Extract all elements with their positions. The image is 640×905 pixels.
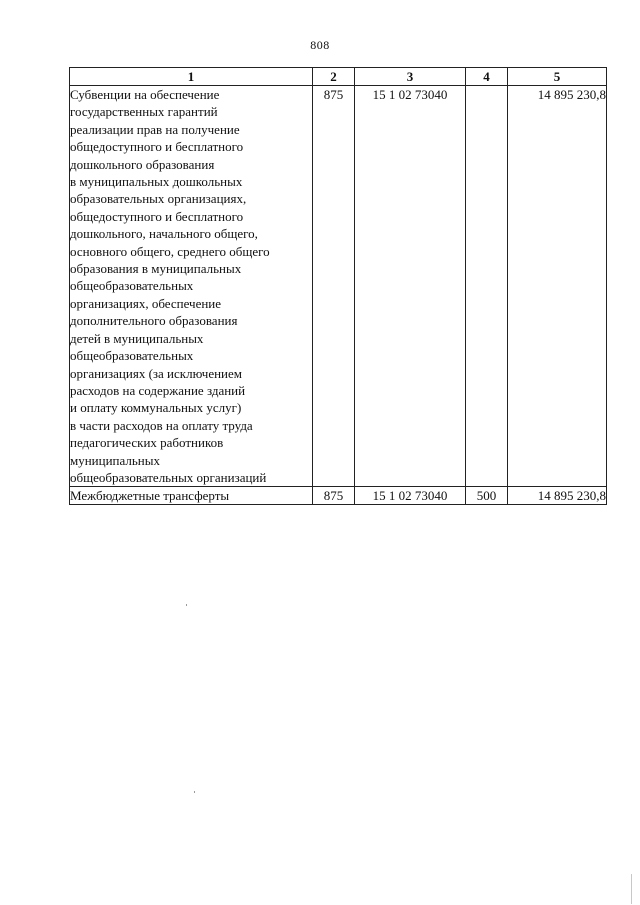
- name-line: общеобразовательных организаций: [70, 469, 267, 485]
- header-row: [70, 68, 607, 86]
- row-ved-cell: 875: [313, 487, 355, 505]
- table-row-subvention: [70, 86, 607, 487]
- row-csr-cell: 15 1 02 73040: [355, 487, 466, 505]
- name-line: основного общего, среднего общего: [70, 243, 270, 259]
- name-line: организациях, обеспечение: [70, 295, 222, 311]
- name-line: общедоступного и бесплатного: [70, 139, 244, 155]
- name-line: в муниципальных дошкольных: [70, 174, 243, 190]
- scan-mark: [631, 874, 632, 904]
- header-col-1: 1: [70, 68, 313, 86]
- name-line: дополнительного образования: [70, 313, 238, 329]
- header-col-3: 3: [355, 68, 466, 86]
- name-line: Субвенции на обеспечение: [70, 87, 220, 102]
- name-line: детей в муниципальных: [70, 330, 204, 346]
- row-vr-cell: 500: [466, 487, 508, 505]
- row-vr-cell: [466, 86, 508, 487]
- header-col-5: 5: [508, 68, 607, 86]
- name-line: реализации прав на получение: [70, 121, 240, 137]
- name-line: дошкольного образования: [70, 156, 215, 172]
- row-sum-cell: 14 895 230,8: [508, 487, 607, 505]
- name-line: общеобразовательных: [70, 348, 194, 364]
- name-line: педагогических работников: [70, 435, 224, 451]
- table-header: [70, 68, 607, 86]
- header-col-2: 2: [313, 68, 355, 86]
- table-row-transfers: [70, 487, 607, 505]
- row-sum-cell: 14 895 230,8: [508, 86, 607, 487]
- name-line: общедоступного и бесплатного: [70, 208, 244, 224]
- budget-table: [69, 67, 607, 505]
- row-csr-cell: 15 1 02 73040: [355, 86, 466, 487]
- name-line: образования в муниципальных: [70, 261, 242, 277]
- name-line: общеобразовательных: [70, 278, 194, 294]
- name-line: организациях (за исключением: [70, 365, 243, 381]
- name-line: расходов на содержание зданий: [70, 382, 246, 398]
- row-name-cell: Межбюджетные трансферты: [70, 487, 313, 505]
- row-name-cell: [70, 86, 313, 487]
- name-line: образовательных организациях,: [70, 191, 247, 207]
- name-line: и оплату коммунальных услуг): [70, 400, 242, 416]
- row-ved-cell: 875: [313, 86, 355, 487]
- page-number: 808: [310, 38, 330, 52]
- name-line: в части расходов на оплату труда: [70, 417, 253, 433]
- header-col-4: 4: [466, 68, 508, 86]
- scan-mark: [186, 604, 187, 606]
- name-line: государственных гарантий: [70, 104, 218, 120]
- name-line: муниципальных: [70, 452, 161, 468]
- scan-mark: [194, 791, 195, 793]
- name-line: дошкольного, начального общего,: [70, 226, 258, 242]
